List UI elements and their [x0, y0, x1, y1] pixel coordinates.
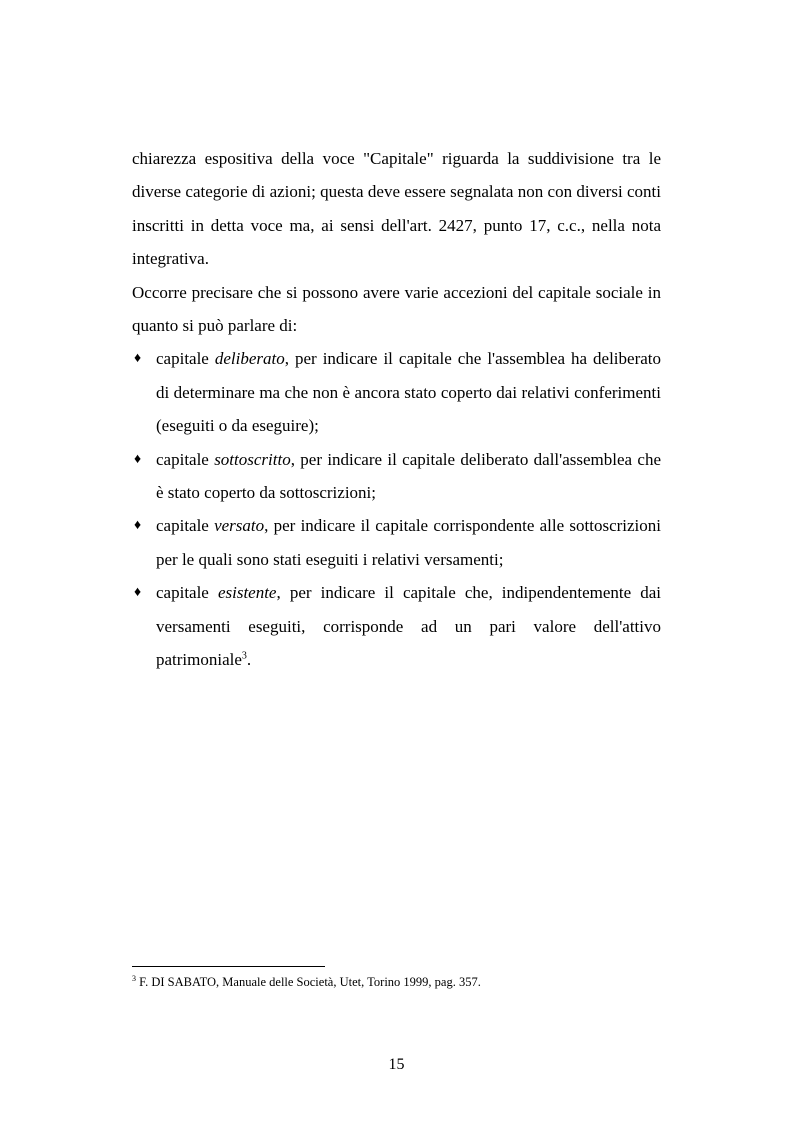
list-item-prefix: capitale [156, 449, 215, 469]
list-item-capitale-versato [132, 509, 661, 576]
capital-types-list [132, 342, 661, 676]
diamond-bullet-icon: ♦ [134, 451, 142, 467]
list-item-capitale-sottoscritto [132, 443, 661, 510]
footnote-divider [132, 966, 325, 967]
term-esistente: esistente [217, 583, 277, 603]
footnote-number: 3 [132, 973, 136, 983]
term-versato: versato [214, 516, 265, 536]
diamond-bullet-icon: ♦ [134, 518, 142, 534]
body-text [132, 142, 661, 677]
list-item-text: , per indicare il capitale deliberato dall'assemblea che è stato coperto da sottoscrizioni; [156, 449, 661, 503]
term-deliberato: deliberato [214, 349, 285, 369]
list-item-prefix: capitale [156, 516, 215, 536]
list-item-prefix: capitale [156, 349, 215, 369]
term-sottoscritto: sottoscritto [214, 449, 291, 469]
footnote-reference[interactable]: 3 [241, 650, 247, 662]
list-item-text: , per indicare il capitale che, indipendentemente dai versamenti eseguiti, corrisponde ad un pari valore dell'attivo patrimoniale [156, 583, 661, 670]
list-item-end: . [246, 650, 252, 670]
diamond-bullet-icon: ♦ [134, 351, 142, 367]
list-item-prefix: capitale [156, 583, 218, 603]
list-item-text: , per indicare il capitale corrispondente alle sottoscrizioni per le quali sono stati eseguiti i relativi versamenti; [156, 516, 661, 569]
diamond-bullet-icon: ♦ [134, 585, 142, 601]
page-number: 15 [388, 1056, 405, 1073]
list-item-text: , per indicare il capitale che l'assemblea ha deliberato di determinare ma che non è ancora stato coperto dai relativi conferimenti (eseguiti o da eseguire); [156, 349, 661, 436]
footnote-text: F. DI SABATO, Manuale delle Società, Utet, Torino 1999, pag. 357. [139, 975, 481, 989]
list-item-capitale-esistente [132, 576, 661, 676]
paragraph-continuation: chiarezza espositiva della voce "Capitale" riguarda la suddivisione tra le diverse categorie di azioni; questa deve essere segnalata non con diversi conti inscritti in detta voce ma, ai sensi dell'art. 2427, punto 17, c.c., nella nota integrativa. [132, 149, 661, 269]
footnote [132, 974, 481, 990]
paragraph-capital-meanings: Occorre precisare che si possono avere varie accezioni del capitale sociale in quanto si può parlare di: [132, 282, 661, 336]
list-item-capitale-deliberato [132, 342, 661, 442]
